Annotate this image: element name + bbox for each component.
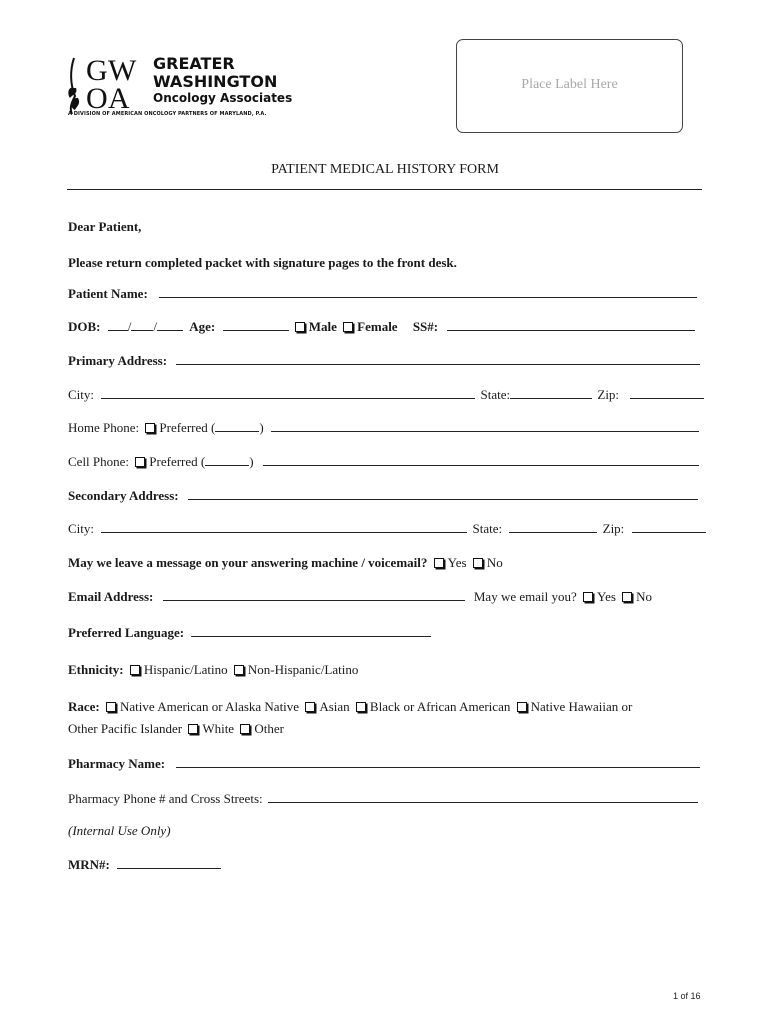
home-phone-field[interactable] — [271, 420, 699, 432]
secondary-zip-field[interactable] — [632, 521, 706, 533]
dob-label: DOB: — [68, 319, 101, 334]
home-phone-preferred-label: Preferred ( — [159, 420, 216, 435]
patient-name-field[interactable] — [159, 286, 697, 298]
race-native-american-checkbox[interactable] — [106, 702, 116, 712]
message-yes-checkbox[interactable] — [434, 558, 444, 568]
dob-month-field[interactable] — [108, 319, 128, 331]
ethnicity-label: Ethnicity: — [68, 662, 124, 677]
form-title: PATIENT MEDICAL HISTORY FORM — [271, 162, 499, 177]
secondary-address-field[interactable] — [188, 488, 698, 500]
pharmacy-name-label: Pharmacy Name: — [68, 756, 166, 771]
cell-phone-row: Cell Phone: Preferred ( ) — [68, 454, 699, 470]
title-divider — [67, 189, 702, 190]
message-no-label: No — [486, 555, 503, 570]
male-label: Male — [308, 319, 337, 334]
message-question: May we leave a message on your answering machine / voicemail? — [68, 555, 428, 570]
primary-zip-field[interactable] — [630, 387, 704, 399]
mrn-field[interactable] — [117, 857, 221, 869]
primary-address-field[interactable] — [176, 353, 700, 365]
race-asian-label: Asian — [319, 699, 350, 714]
ethnicity-row — [68, 662, 358, 678]
svg-text:O: O — [86, 82, 108, 115]
non-hispanic-label: Non-Hispanic/Latino — [247, 662, 359, 677]
patient-name-label: Patient Name: — [68, 286, 148, 301]
race-hawaiian-label-1: Native Hawaiian or — [530, 699, 633, 714]
language-label: Preferred Language: — [68, 625, 185, 640]
race-native-american-label: Native American or Alaska Native — [120, 699, 300, 714]
hispanic-label: Hispanic/Latino — [143, 662, 228, 677]
email-yes-label: Yes — [597, 589, 616, 604]
place-label-box — [456, 39, 683, 133]
cell-phone-preferred-label: Preferred ( — [149, 454, 206, 469]
logo-line-3: Oncology Associates — [153, 91, 293, 105]
logo-line-1: GREATER — [153, 54, 235, 73]
pharmacy-phone-row — [68, 791, 698, 807]
primary-address-row — [68, 353, 700, 369]
secondary-zip-label: Zip: — [602, 521, 625, 536]
svg-text:W: W — [108, 54, 137, 87]
email-label: Email Address: — [68, 589, 154, 604]
gwoa-monogram-icon — [66, 54, 152, 116]
pharmacy-name-field[interactable] — [176, 756, 700, 768]
female-checkbox[interactable] — [343, 322, 353, 332]
race-other-label: Other — [254, 721, 284, 736]
race-white-label: White — [202, 721, 235, 736]
race-row-1 — [68, 699, 632, 715]
race-row-2 — [68, 721, 284, 737]
svg-text:G: G — [86, 54, 108, 87]
email-field[interactable] — [163, 589, 465, 601]
dob-day-field[interactable] — [131, 319, 153, 331]
home-phone-row: Home Phone: Preferred ( ) — [68, 420, 699, 436]
primary-address-label: Primary Address: — [68, 353, 168, 368]
svg-text:A: A — [108, 82, 130, 115]
race-label: Race: — [68, 699, 100, 714]
primary-state-field[interactable] — [510, 387, 592, 399]
cell-phone-preferred-checkbox[interactable] — [135, 457, 145, 467]
race-asian-checkbox[interactable] — [305, 702, 315, 712]
hispanic-checkbox[interactable] — [130, 665, 140, 675]
female-label: Female — [357, 319, 398, 334]
email-yes-checkbox[interactable] — [583, 592, 593, 602]
ss-field[interactable] — [447, 319, 695, 331]
primary-zip-label: Zip: — [597, 387, 620, 402]
internal-use-note: (Internal Use Only) — [68, 823, 171, 838]
race-other-checkbox[interactable] — [240, 724, 250, 734]
home-phone-preferred-checkbox[interactable] — [145, 423, 155, 433]
home-phone-label: Home Phone: — [68, 420, 140, 435]
patient-name-row — [68, 286, 697, 302]
message-no-checkbox[interactable] — [473, 558, 483, 568]
language-row — [68, 625, 431, 641]
page-number: 1 of 16 — [673, 991, 701, 1001]
age-label: Age: — [189, 319, 216, 334]
message-row — [68, 555, 503, 571]
email-no-checkbox[interactable] — [622, 592, 632, 602]
male-checkbox[interactable] — [295, 322, 305, 332]
primary-city-label: City: — [68, 387, 95, 402]
race-white-checkbox[interactable] — [188, 724, 198, 734]
mrn-row — [68, 857, 221, 873]
primary-city-field[interactable] — [101, 387, 475, 399]
non-hispanic-checkbox[interactable] — [234, 665, 244, 675]
pharmacy-phone-field[interactable] — [268, 791, 698, 803]
secondary-state-label: State: — [472, 521, 503, 536]
dob-year-field[interactable] — [157, 319, 183, 331]
age-field[interactable] — [223, 319, 289, 331]
place-label-text: Place Label Here — [521, 77, 618, 92]
logo-line-2: WASHINGTON — [153, 72, 278, 91]
secondary-city-label: City: — [68, 521, 95, 536]
cell-phone-label: Cell Phone: — [68, 454, 130, 469]
race-black-checkbox[interactable] — [356, 702, 366, 712]
email-row — [68, 589, 652, 605]
message-yes-label: Yes — [447, 555, 467, 570]
secondary-address-label: Secondary Address: — [68, 488, 179, 503]
secondary-state-field[interactable] — [509, 521, 597, 533]
home-phone-preferred-field[interactable] — [215, 420, 259, 432]
mrn-label: MRN#: — [68, 857, 110, 872]
email-no-label: No — [636, 589, 653, 604]
secondary-address-row — [68, 488, 698, 504]
instruction: Please return completed packet with signature pages to the front desk. — [68, 255, 457, 270]
race-black-label: Black or African American — [369, 699, 511, 714]
secondary-city-row — [68, 521, 706, 537]
ss-label: SS#: — [412, 319, 439, 334]
race-hawaiian-checkbox[interactable] — [517, 702, 527, 712]
email-question: May we email you? — [473, 589, 577, 604]
greeting: Dear Patient, — [68, 219, 142, 234]
logo-tagline: A DIVISION OF AMERICAN ONCOLOGY PARTNERS OF MARYLAND, P.A. — [68, 111, 267, 117]
race-hawaiian-label-2: Other Pacific Islander — [68, 721, 183, 736]
primary-state-label: State: — [480, 387, 511, 402]
pharmacy-name-row — [68, 756, 700, 772]
cell-phone-field[interactable] — [263, 454, 699, 466]
secondary-city-field[interactable] — [101, 521, 467, 533]
dob-row: DOB: / / Age: Male Female SS#: — [68, 319, 695, 335]
language-field[interactable] — [191, 625, 431, 637]
primary-city-row — [68, 387, 704, 403]
pharmacy-phone-label: Pharmacy Phone # and Cross Streets: — [68, 791, 263, 806]
cell-phone-preferred-field[interactable] — [205, 454, 249, 466]
